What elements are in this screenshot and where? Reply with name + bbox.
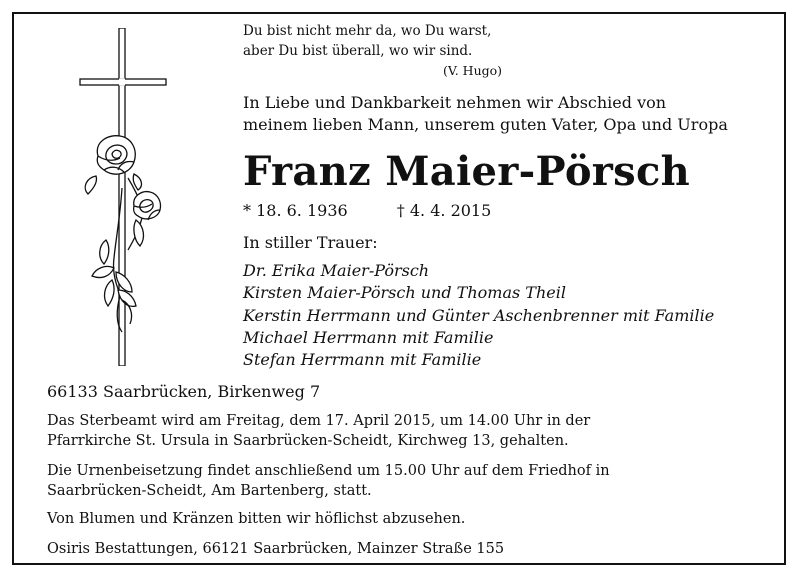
- mourner-item: Dr. Erika Maier-Pörsch: [243, 261, 430, 280]
- paragraph-line: Pfarrkirche St. Ursula in Saarbrücken-Scheidt, Kirchweg 13, gehalten.: [47, 433, 569, 449]
- family-address: 66133 Saarbrücken, Birkenweg 7: [47, 382, 321, 401]
- funeral-home-credit: [47, 539, 504, 559]
- mourner-item: Kerstin Herrmann und Günter Aschenbrenner mit Familie: [243, 305, 715, 325]
- poem-line: Du bist nicht mehr da, wo Du warst,: [243, 23, 492, 39]
- funeral-mass-paragraph: [47, 411, 590, 451]
- birth-date: * 18. 6. 1936: [243, 201, 348, 220]
- poem-author: (V. Hugo): [443, 63, 503, 78]
- paragraph-line: Saarbrücken-Scheidt, Am Bartenberg, statt.: [47, 483, 372, 499]
- no-flowers-note: [47, 509, 465, 529]
- poem-line: aber Du bist überall, wo wir sind.: [243, 42, 473, 59]
- mourner-item: Michael Herrmann mit Familie: [243, 327, 494, 347]
- urn-burial-paragraph: [47, 461, 610, 501]
- intro-line: In Liebe und Dankbarkeit nehmen wir Abschied von: [243, 93, 667, 112]
- paragraph-line: Von Blumen und Kränzen bitten wir höflichst abzusehen.: [47, 511, 466, 527]
- paragraph-line: Die Urnenbeisetzung findet anschließend um 15.00 Uhr auf dem Friedhof in: [47, 463, 610, 479]
- farewell-intro: [243, 92, 728, 136]
- deceased-name: Franz Maier-Pörsch: [243, 148, 691, 195]
- life-dates: [243, 200, 491, 222]
- intro-line: meinem lieben Mann, unserem guten Vater, Opa und Uropa: [243, 115, 728, 134]
- cross-with-roses-icon: [76, 28, 172, 366]
- mourner-item: Stefan Herrmann mit Familie: [243, 350, 482, 370]
- mourner-item: Kirsten Maier-Pörsch und Thomas Theil: [243, 283, 566, 303]
- mourning-heading: In stiller Trauer:: [243, 233, 378, 252]
- paragraph-line: Osiris Bestattungen, 66121 Saarbrücken, Mainzer Straße 155: [47, 541, 505, 557]
- paragraph-line: Das Sterbeamt wird am Freitag, dem 17. April 2015, um 14.00 Uhr in der: [47, 413, 591, 429]
- mourners-list: [243, 260, 714, 371]
- memorial-poem: [243, 22, 502, 81]
- death-date: † 4. 4. 2015: [396, 201, 492, 220]
